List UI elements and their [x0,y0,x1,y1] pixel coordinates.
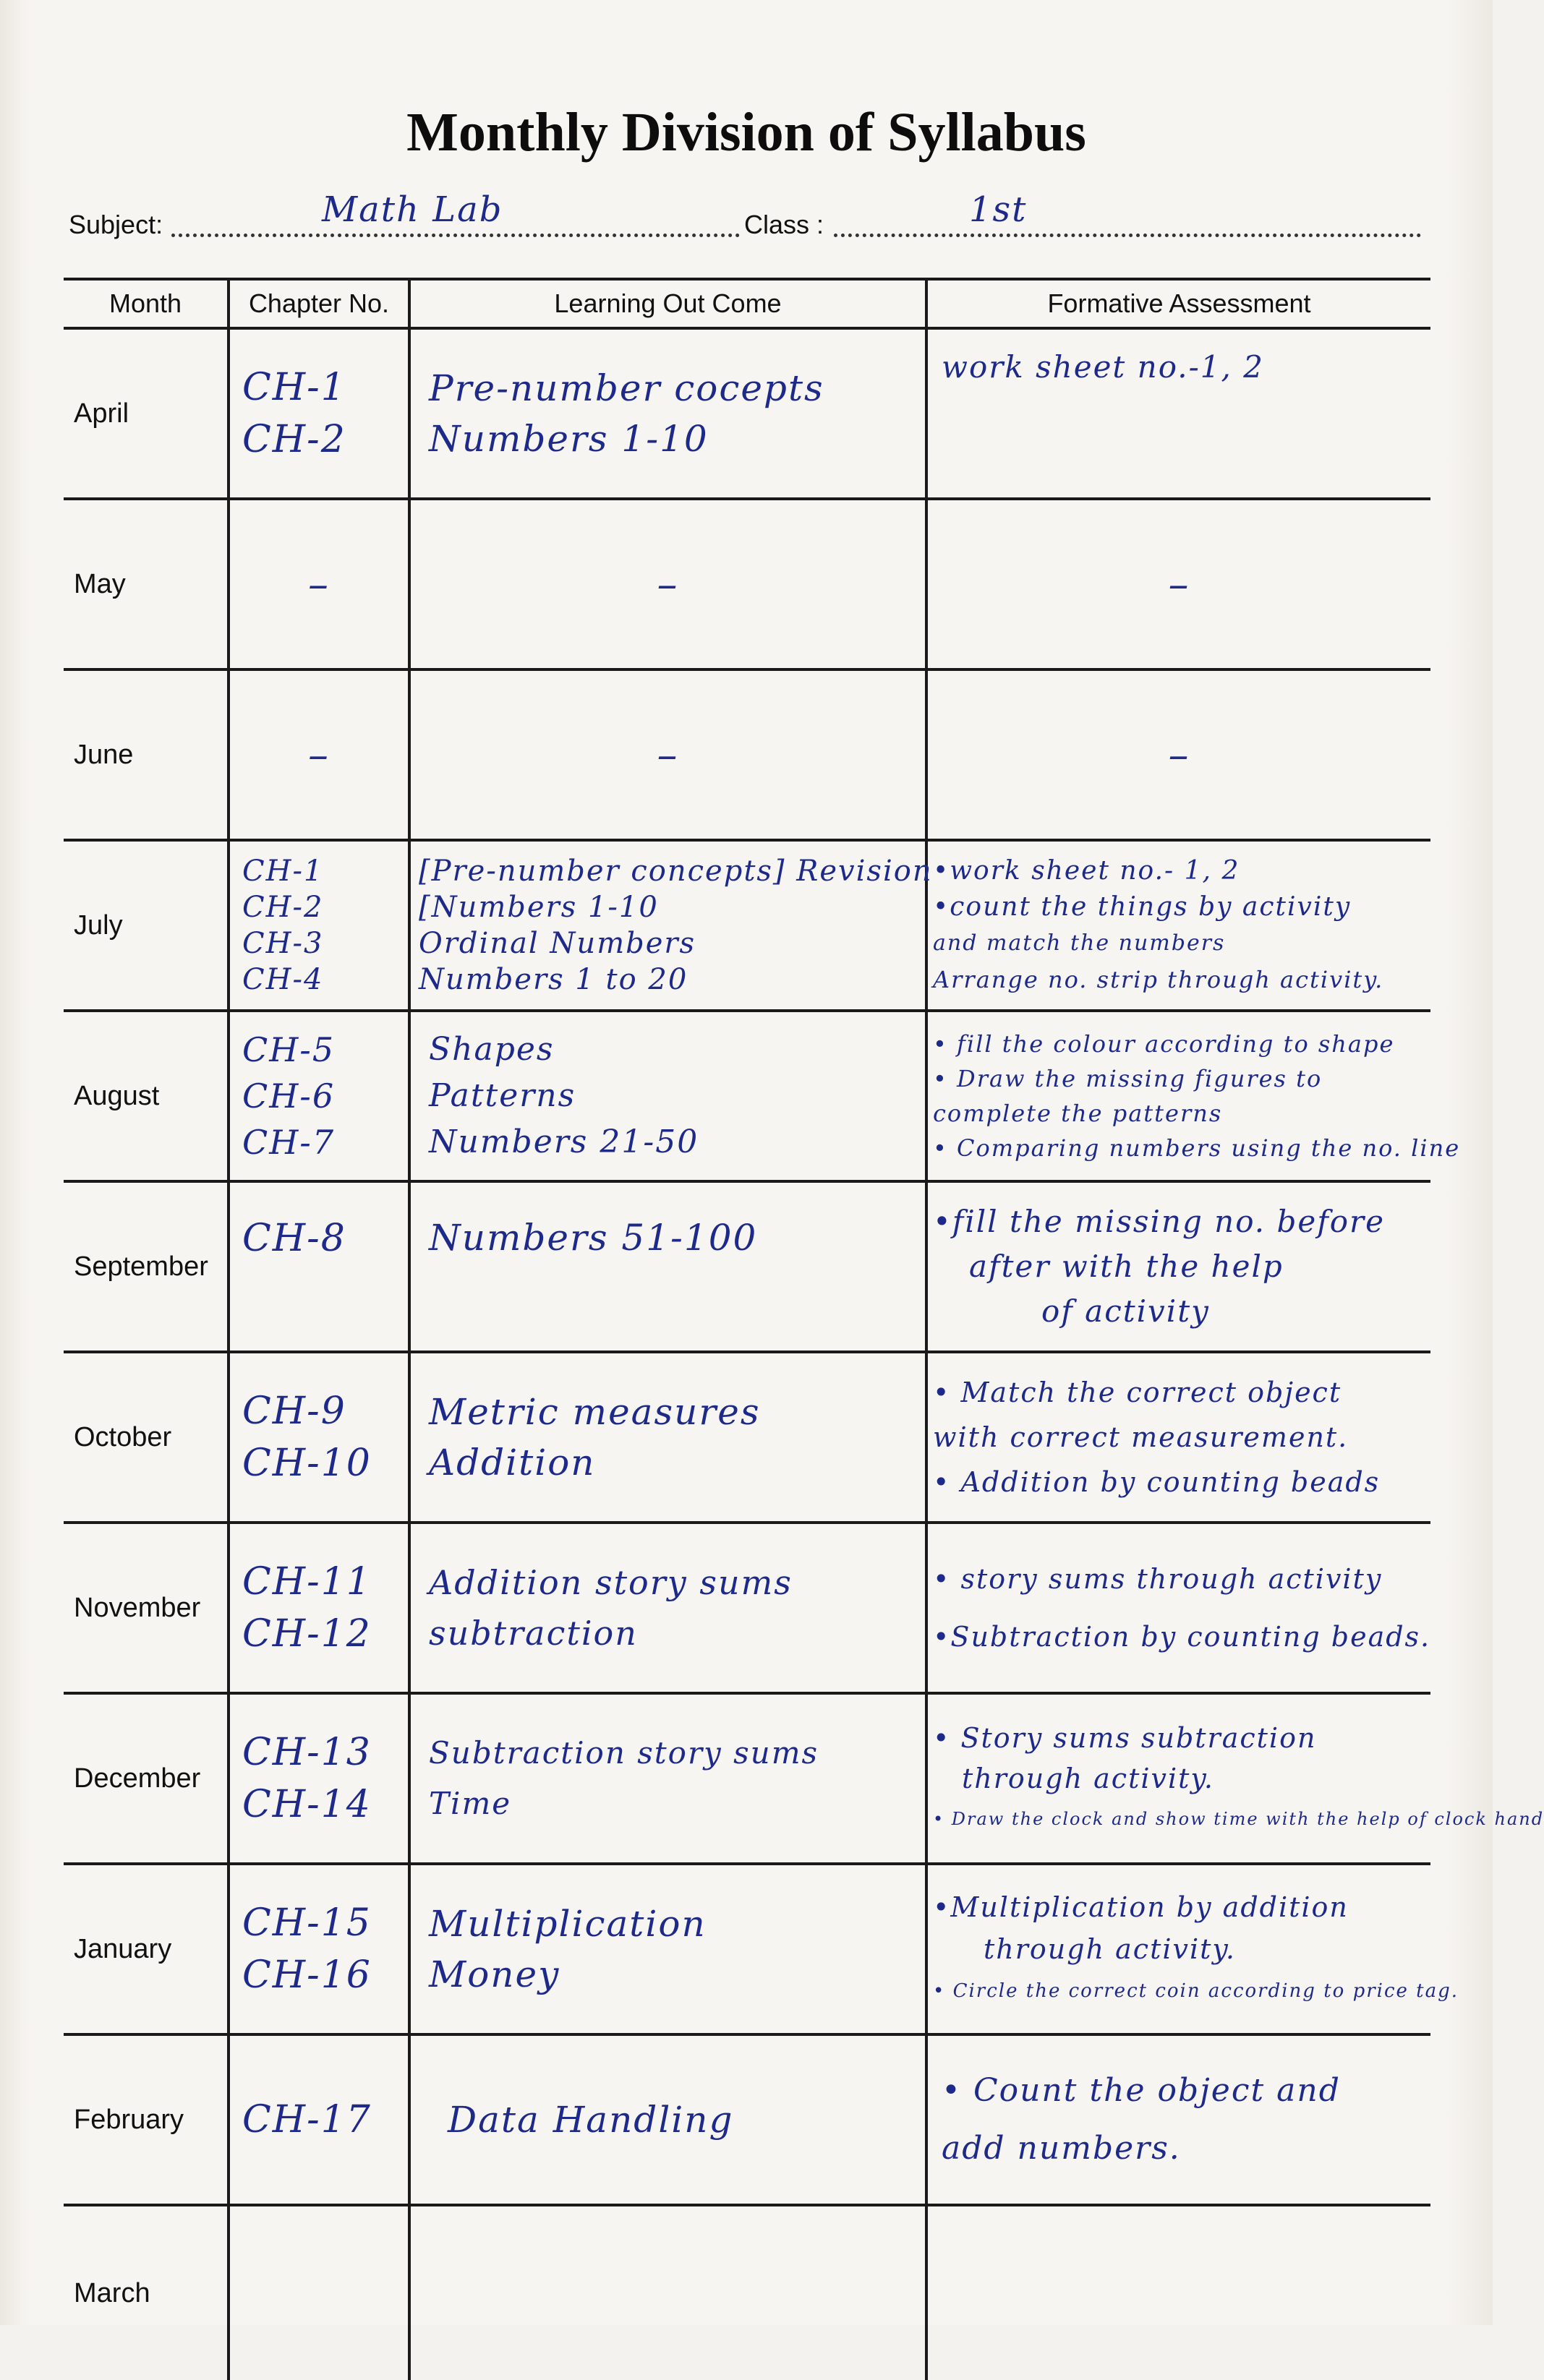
assessment-cell [926,2205,1430,2380]
outcome-cell [409,1181,926,1352]
month-cell: June [64,669,229,840]
chapter-cell [229,1011,409,1181]
chapter-cell [229,2205,409,2380]
table-row-october [64,1352,1430,1523]
table-row-april [64,328,1430,499]
outcome-cell [409,1864,926,2034]
assessment-entry: add numbers. [942,2130,1181,2167]
assessment-entry: • Addition by counting beads [933,1466,1381,1498]
assessment-cell [926,1693,1544,1864]
outcome-entry: Addition story sums [429,1563,793,1602]
outcome-entry: Multiplication [429,1903,707,1945]
outcome-cell: – [409,499,926,669]
outcome-entry: Patterns [429,1077,576,1114]
class-value: 1st [969,189,1028,230]
chapter-entry: CH-10 [242,1442,372,1485]
assessment-cell [926,1864,1459,2034]
outcome-entry: Addition [429,1442,596,1484]
assessment-entry: after with the help [969,1249,1284,1284]
outcome-entry: Numbers 51-100 [429,1217,758,1259]
assessment-entry: •fill the missing no. before [933,1204,1385,1239]
assessment-entry: through activity. [984,1933,1236,1965]
chapter-entry: CH-5 [242,1030,336,1069]
outcome-entry: Numbers 1 to 20 [419,963,688,996]
class-label: Class : [741,210,827,240]
table-header-row [64,279,1430,328]
outcome-entry: subtraction [429,1614,638,1653]
header-formative-assessment: Formative Assessment [926,279,1430,328]
subject-dotted-line [171,234,798,237]
chapter-entry: CH-2 [242,418,346,461]
chapter-cell [229,1352,409,1523]
outcome-entry: Numbers 21-50 [429,1123,699,1160]
outcome-cell [409,2205,926,2380]
chapter-entry: CH-14 [242,1783,372,1826]
chapter-entry: CH-8 [242,1217,346,1260]
assessment-entry: •Multiplication by addition [933,1891,1349,1923]
header-chapter-no: Chapter No. [229,279,409,328]
assessment-entry: through activity. [962,1763,1214,1794]
outcome-entry: Data Handling [448,2099,734,2141]
chapter-entry: CH-3 [242,927,324,960]
table-row-december [64,1693,1430,1864]
assessment-cell [926,1352,1430,1523]
assessment-cell [926,840,1430,1011]
assessment-cell [926,2034,1430,2205]
assessment-cell [926,1181,1430,1352]
table-row-november [64,1523,1430,1693]
outcome-cell [409,1011,926,1181]
header-fields [69,189,1421,247]
month-cell: September [64,1181,229,1352]
month-cell: May [64,499,229,669]
outcome-entry: Ordinal Numbers [419,927,696,960]
outcome-cell: – [409,669,926,840]
table-row-february [64,2034,1430,2205]
chapter-entry: CH-15 [242,1901,372,1945]
syllabus-table [64,278,1544,2380]
chapter-cell [229,1181,409,1352]
outcome-entry: [Numbers 1-10 [419,891,659,924]
table-row-september [64,1181,1430,1352]
assessment-entry: complete the patterns [933,1100,1223,1127]
month-cell: August [64,1011,229,1181]
outcome-entry: Money [429,1953,560,1995]
assessment-entry: of activity [1041,1293,1210,1329]
assessment-entry: with correct measurement. [933,1421,1349,1453]
chapter-entry: CH-11 [242,1560,372,1604]
outcome-entry: [Pre-number concepts] Revision [419,855,933,888]
month-cell: November [64,1523,229,1693]
assessment-entry: •work sheet no.- 1, 2 [933,856,1240,886]
chapter-entry: CH-1 [242,366,346,409]
assessment-entry: •count the things by activity [933,892,1352,922]
outcome-entry: Shapes [429,1031,555,1068]
class-dotted-line [834,234,1421,237]
outcome-cell [409,1352,926,1523]
outcome-cell [409,1693,926,1864]
chapter-entry: CH-2 [242,891,324,924]
outcome-entry: Subtraction story sums [429,1735,819,1771]
assessment-entry: • Match the correct object [933,1377,1342,1408]
chapter-cell [229,328,409,499]
outcome-cell [409,840,933,1011]
outcome-cell [409,2034,926,2205]
subject-label: Subject: [69,210,163,239]
chapter-cell [229,2034,409,2205]
assessment-entry: • Draw the missing figures to [933,1065,1323,1092]
chapter-cell [229,1693,409,1864]
subject-value: Math Lab [322,189,503,230]
assessment-entry: • Count the object and [942,2072,1341,2109]
assessment-entry: • Story sums subtraction [933,1722,1317,1754]
month-cell: December [64,1693,229,1864]
outcome-cell [409,328,926,499]
chapter-entry: CH-16 [242,1953,372,1997]
chapter-entry: CH-4 [242,963,324,996]
chapter-entry: CH-13 [242,1731,372,1774]
chapter-cell [229,1523,409,1693]
assessment-entry: Arrange no. strip through activity. [933,966,1384,993]
table-row-january [64,1864,1430,2034]
assessment-entry: •Subtraction by counting beads. [933,1621,1431,1653]
table-row-august [64,1011,1430,1181]
outcome-entry: Numbers 1-10 [429,418,709,460]
chapter-entry: CH-6 [242,1076,336,1116]
assessment-entry: • story sums through activity [933,1563,1383,1595]
assessment-entry: • Draw the clock and show time with the help of clock hand [933,1809,1544,1829]
assessment-cell [926,328,1430,499]
assessment-entry: • fill the colour according to shape [933,1030,1395,1058]
assessment-entry: work sheet no.-1, 2 [942,349,1264,385]
header-month: Month [64,279,229,328]
chapter-entry: CH-9 [242,1390,346,1433]
outcome-entry: Time [429,1786,512,1821]
table-row-may [64,499,1430,669]
month-cell: January [64,1864,229,2034]
month-cell: February [64,2034,229,2205]
assessment-cell [926,1011,1461,1181]
chapter-entry: CH-12 [242,1612,372,1656]
assessment-entry: and match the numbers [933,930,1226,956]
assessment-entry: • Comparing numbers using the no. line [933,1134,1461,1162]
assessment-cell: – [926,499,1430,669]
chapter-cell: – [229,499,409,669]
outcome-cell [409,1523,926,1693]
outcome-entry: Pre-number cocepts [429,367,824,409]
chapter-entry: CH-7 [242,1123,336,1162]
month-cell: October [64,1352,229,1523]
chapter-cell: – [229,669,409,840]
chapter-cell [229,840,409,1011]
month-cell: April [64,328,229,499]
month-cell: March [64,2205,229,2380]
chapter-entry: CH-1 [242,855,324,888]
table-row-june [64,669,1430,840]
assessment-cell [926,1523,1430,1693]
assessment-entry: • Circle the correct coin according to price tag. [933,1980,1459,2002]
chapter-cell [229,1864,409,2034]
assessment-cell: – [926,669,1430,840]
page-title: Monthly Division of Syllabus [406,102,1086,163]
table-row-march [64,2205,1430,2380]
table-row-july [64,840,1430,1011]
outcome-entry: Metric measures [429,1391,761,1433]
chapter-entry: CH-17 [242,2098,372,2141]
header-learning-outcome: Learning Out Come [409,279,926,328]
month-cell: July [64,840,229,1011]
